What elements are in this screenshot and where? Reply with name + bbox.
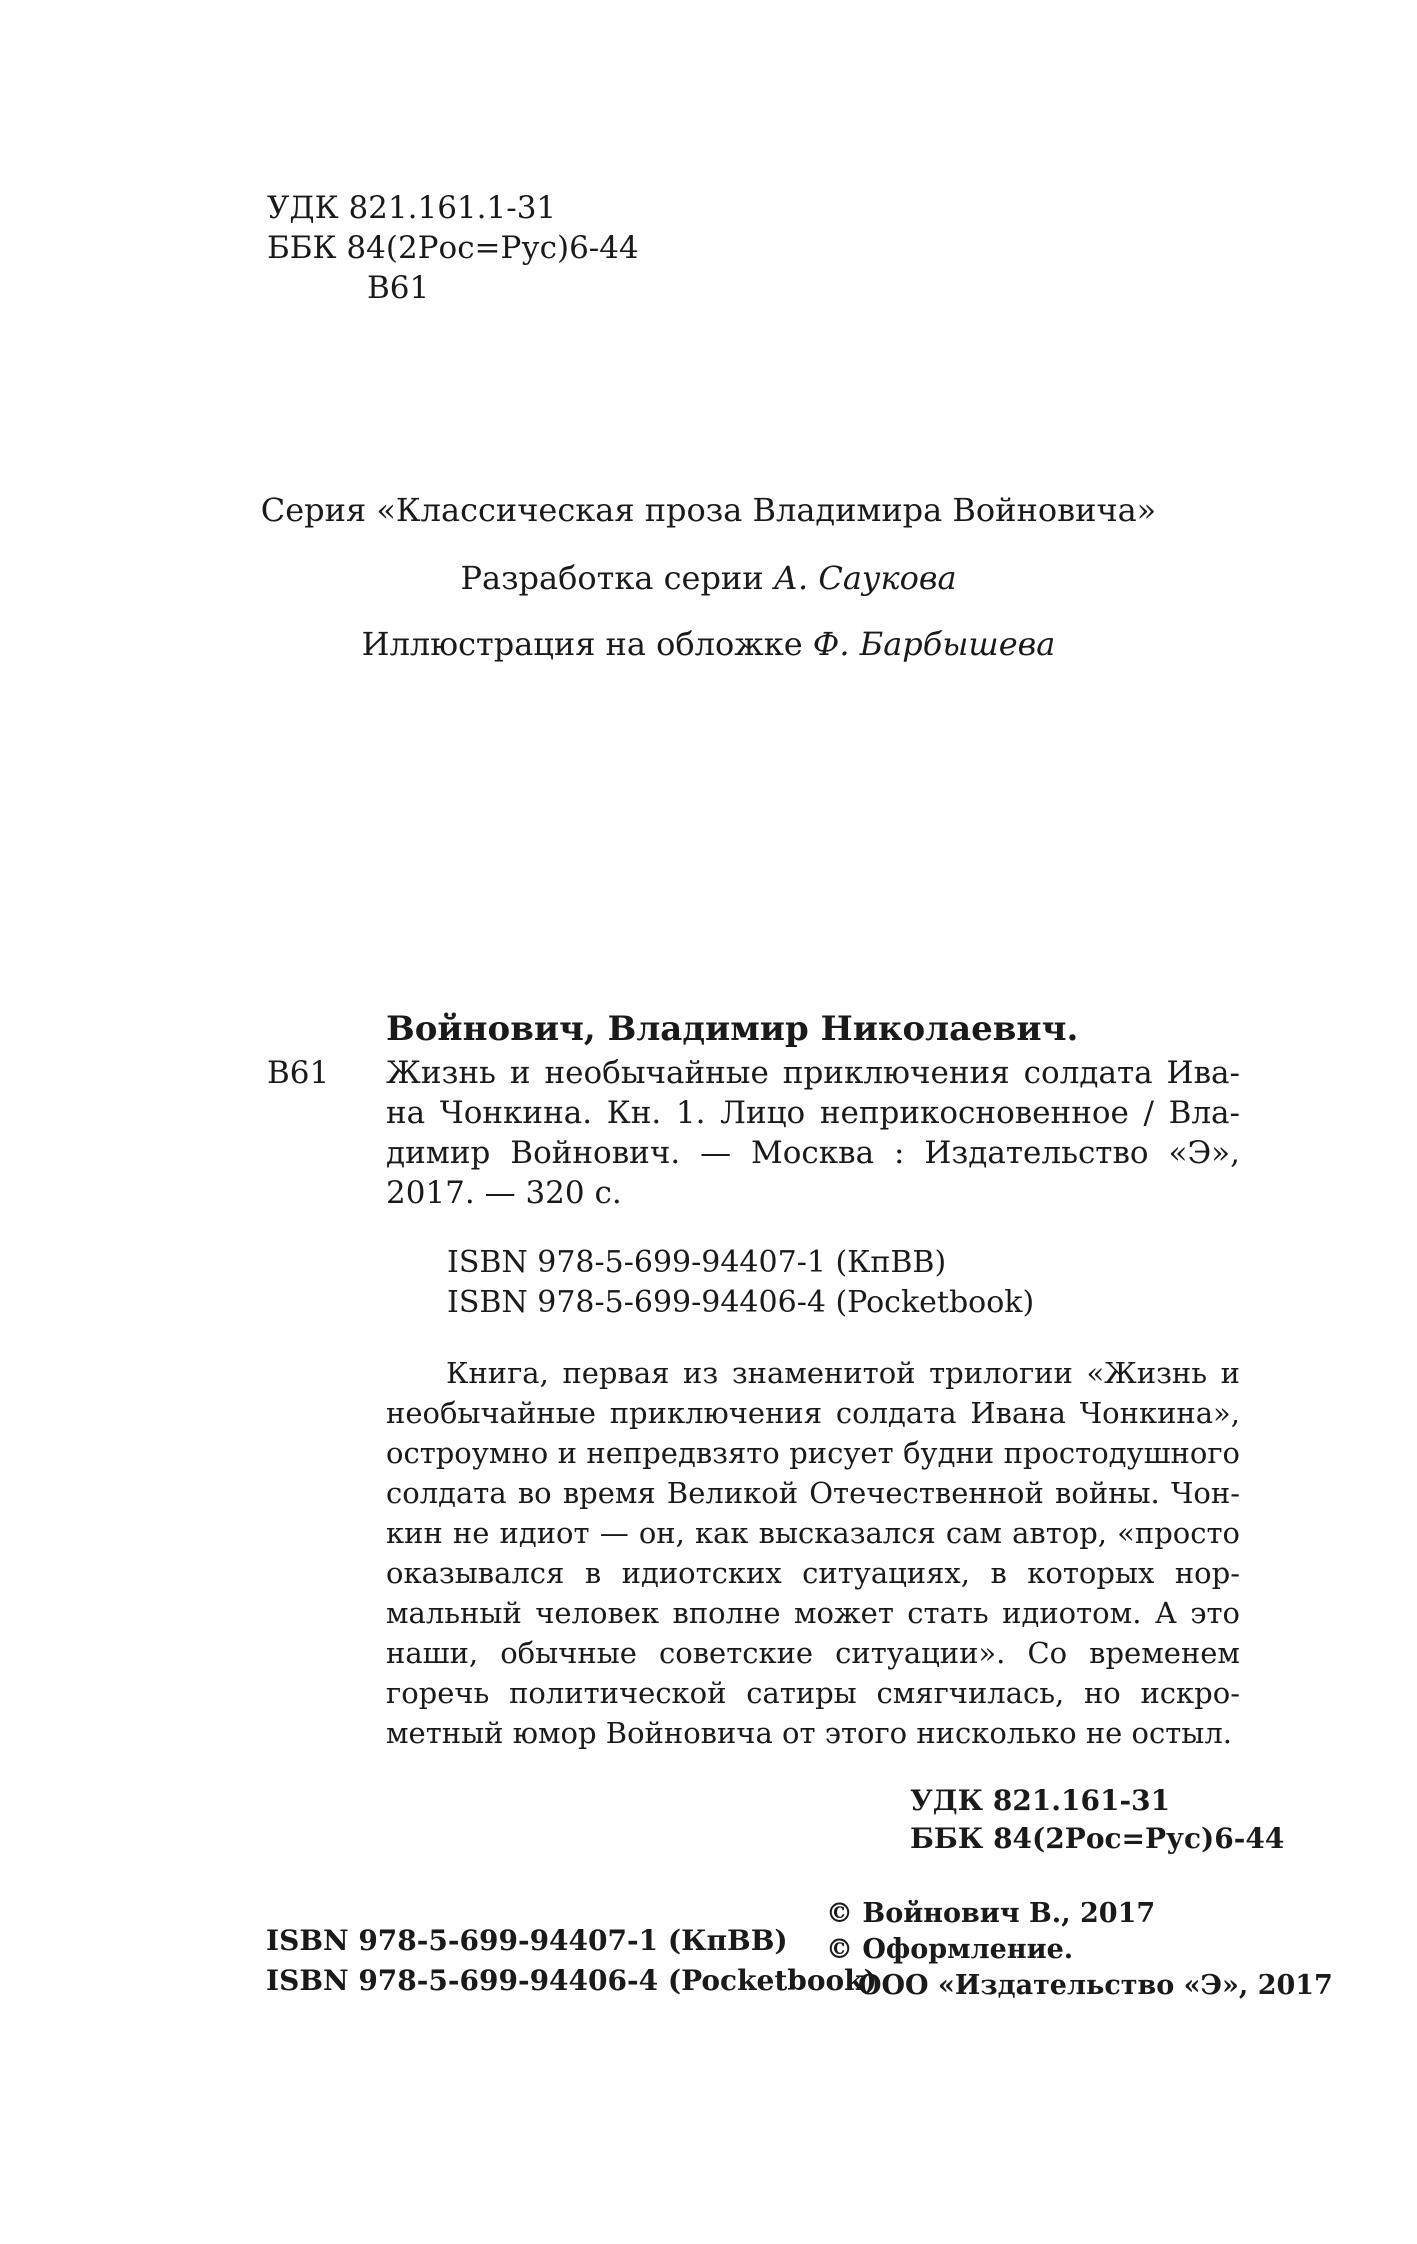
isbn-line: ISBN 978-5-699-94407-1 (КпВВ) <box>447 1245 947 1280</box>
top-classification <box>267 188 639 308</box>
bib-line: Жизнь и необычайные приключения солдата Ива- <box>386 1055 1240 1091</box>
bib-code: В61 <box>267 1055 330 1091</box>
annotation-line: мальный человек вполне может стать идиотом. А это <box>386 1596 1240 1630</box>
copyright-author: © Войнович В., 2017 <box>826 1898 1156 1929</box>
series-design-name: А. Саукова <box>773 559 957 597</box>
annotation-line: необычайные приключения солдата Ивана Чонкина», <box>386 1396 1240 1430</box>
isbn-line: ISBN 978-5-699-94406-4 (Pocketbook) <box>447 1285 1035 1320</box>
bib-line: на Чонкина. Кн. 1. Лицо неприкосновенное / Вла- <box>386 1095 1240 1131</box>
bottom-isbn-line: ISBN 978-5-699-94407-1 (КпВВ) <box>266 1924 788 1957</box>
series-design-credit <box>0 557 1417 599</box>
annotation-line: наши, обычные советские ситуации». Со временем <box>386 1636 1240 1670</box>
annotation-line: Книга, первая из знаменитой трилогии «Жизнь и <box>446 1356 1240 1390</box>
series-title <box>0 489 1417 531</box>
bib-line: 2017. — 320 с. <box>386 1175 622 1211</box>
copyright-publisher: ООО «Издательство «Э», 2017 <box>858 1970 1333 2001</box>
series-design-label: Разработка серии <box>460 559 774 597</box>
annotation-line: остроумно и непредвзято рисует будни простодушного <box>386 1436 1240 1470</box>
copyright-design-label: © Оформление. <box>826 1934 1074 1965</box>
annotation-line: кин не идиот — он, как высказался сам автор, «просто <box>386 1516 1240 1550</box>
udk-code: УДК 821.161.1-31 <box>267 190 557 226</box>
author-heading: Войнович, Владимир Николаевич. <box>386 1009 1079 1049</box>
bottom-bbk: ББК 84(2Рос=Рус)6-44 <box>910 1822 1285 1855</box>
bottom-isbn-line: ISBN 978-5-699-94406-4 (Pocketbook) <box>266 1964 877 1997</box>
bottom-udk: УДК 821.161-31 <box>910 1784 1171 1817</box>
annotation-line: метный юмор Войновича от этого нисколько не остыл. <box>386 1716 1232 1750</box>
cover-illustration-name: Ф. Барбышева <box>812 625 1056 663</box>
series-title-text: Серия «Классическая проза Владимира Войновича» <box>260 491 1157 529</box>
bbk-code: ББК 84(2Рос=Рус)6-44 <box>267 230 639 266</box>
bib-line: димир Войнович. — Москва : Издательство «Э», <box>386 1135 1240 1171</box>
annotation-line: оказывался в идиотских ситуациях, в которых нор- <box>386 1556 1240 1590</box>
cover-illustration-credit <box>0 623 1417 665</box>
annotation-line: горечь политической сатиры смягчилась, но искро- <box>386 1676 1240 1710</box>
author-code: В61 <box>367 270 430 306</box>
cover-illustration-label: Иллюстрация на обложке <box>361 625 813 663</box>
annotation-line: солдата во время Великой Отечественной войны. Чон- <box>386 1476 1240 1510</box>
